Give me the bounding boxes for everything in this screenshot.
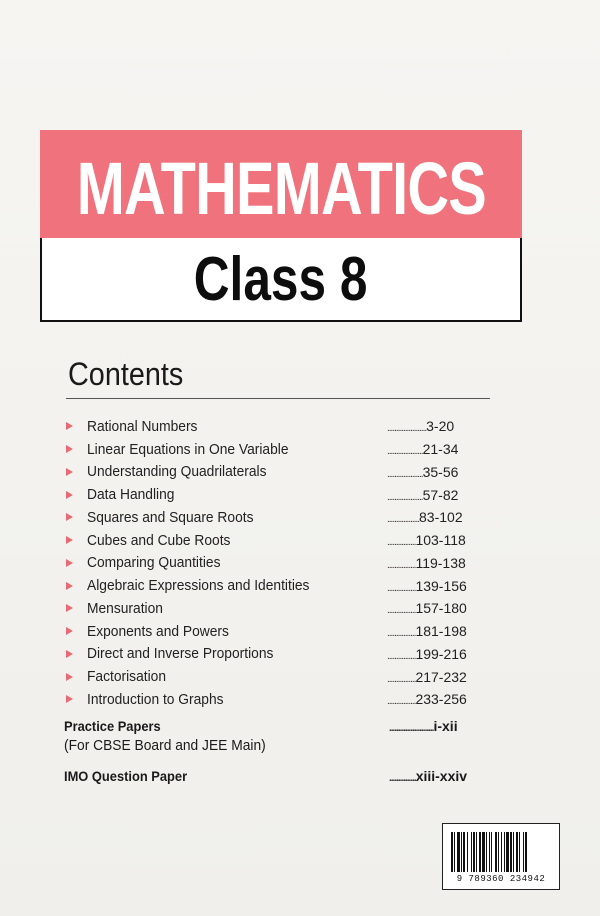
practice-papers-subtitle: (For CBSE Board and JEE Main) — [64, 737, 266, 754]
triangle-bullet-icon — [66, 604, 73, 612]
barcode-bar — [471, 832, 472, 872]
barcode-bar — [461, 832, 462, 872]
toc-item-title: Squares and Square Roots — [87, 508, 254, 526]
toc-item — [62, 506, 502, 529]
barcode-bar — [482, 832, 485, 872]
barcode-bars — [451, 832, 551, 872]
practice-papers-title: Practice Papers — [64, 718, 161, 734]
barcode-bar — [463, 832, 465, 872]
barcode-bar — [454, 832, 455, 872]
barcode-bar — [473, 832, 475, 872]
toc-item — [62, 461, 502, 484]
toc-item-pages: ..................83-102 — [387, 509, 463, 526]
barcode-bar — [476, 832, 477, 872]
barcode-bar — [510, 832, 512, 872]
toc-item — [62, 665, 502, 688]
contents-heading: Contents — [68, 356, 184, 392]
toc-item-pages: ................217-232 — [387, 668, 467, 685]
toc-item-pages: ....................21-34 — [387, 441, 459, 458]
barcode-bar — [519, 832, 520, 872]
barcode-bar — [523, 832, 524, 872]
toc-item — [62, 574, 502, 597]
barcode-number: 9 789360 234942 — [456, 874, 546, 884]
toc-item-title: Direct and Inverse Proportions — [87, 645, 274, 663]
toc-item-title: Cubes and Cube Roots — [87, 531, 231, 549]
barcode-bar — [516, 832, 518, 872]
triangle-bullet-icon — [66, 627, 73, 635]
toc-item-title: Exponents and Powers — [87, 622, 229, 640]
toc-item — [62, 483, 502, 506]
barcode-bar — [491, 832, 492, 872]
title-band — [40, 130, 522, 238]
toc-item — [62, 643, 502, 666]
toc-item-title: Comparing Quantities — [87, 554, 221, 572]
triangle-bullet-icon — [66, 536, 73, 544]
toc-item-title: Rational Numbers — [87, 417, 198, 435]
toc-item-title: Understanding Quadrilaterals — [87, 463, 267, 481]
toc-item-title: Mensuration — [87, 599, 163, 617]
toc-item-title: Algebraic Expressions and Identities — [87, 577, 310, 595]
contents-divider — [66, 398, 490, 399]
barcode-bar — [467, 832, 468, 872]
toc-item — [62, 620, 502, 643]
toc-item-pages: ................119-138 — [387, 554, 466, 571]
barcode-bar — [486, 832, 487, 872]
toc-item — [62, 688, 502, 711]
toc-item-pages: ................233-256 — [387, 691, 467, 708]
barcode-bar — [489, 832, 490, 872]
barcode-bar — [495, 832, 497, 872]
triangle-bullet-icon — [66, 513, 73, 521]
barcode-bar — [451, 832, 453, 872]
toc-item — [62, 529, 502, 552]
triangle-bullet-icon — [66, 445, 73, 453]
subject-title: MATHEMATICS — [76, 146, 486, 230]
toc-item-pages: ....................57-82 — [387, 486, 459, 503]
toc-item — [62, 552, 502, 575]
imo-paper-title: IMO Question Paper — [64, 768, 188, 784]
toc-item-title: Introduction to Graphs — [87, 690, 224, 708]
barcode-bar — [501, 832, 502, 872]
triangle-bullet-icon — [66, 650, 73, 658]
toc-item-pages: ................103-118 — [387, 532, 466, 549]
imo-paper-pages: ...............xiii-xxiv — [389, 768, 468, 784]
triangle-bullet-icon — [66, 422, 73, 430]
toc-item-pages: ................157-180 — [387, 600, 467, 617]
practice-papers-entry — [64, 718, 504, 754]
toc-item-title: Data Handling — [87, 486, 175, 504]
toc-item — [62, 415, 502, 438]
toc-item — [62, 597, 502, 620]
toc-item-title: Factorisation — [87, 668, 167, 686]
barcode-bar — [457, 832, 460, 872]
triangle-bullet-icon — [66, 695, 73, 703]
toc-item-pages: ................181-198 — [387, 623, 467, 640]
practice-papers-pages: .........................i-xii — [389, 718, 458, 734]
triangle-bullet-icon — [66, 468, 73, 476]
barcode-bar — [513, 832, 514, 872]
table-of-contents — [62, 415, 502, 711]
triangle-bullet-icon — [66, 673, 73, 681]
imo-paper-entry — [64, 768, 504, 784]
toc-item-title: Linear Equations in One Variable — [87, 440, 289, 458]
triangle-bullet-icon — [66, 491, 73, 499]
barcode-bar — [504, 832, 505, 872]
toc-item-pages: ....................35-56 — [387, 463, 459, 480]
triangle-bullet-icon — [66, 582, 73, 590]
barcode — [442, 823, 560, 890]
barcode-bar — [479, 832, 481, 872]
barcode-bar — [506, 832, 509, 872]
toc-item — [62, 438, 502, 461]
barcode-bar — [498, 832, 499, 872]
class-box — [40, 238, 522, 322]
triangle-bullet-icon — [66, 559, 73, 567]
toc-item-pages: ......................3-20 — [387, 418, 455, 435]
toc-item-pages: ................139-156 — [387, 577, 467, 594]
toc-item-pages: ................199-216 — [387, 645, 467, 662]
barcode-bar — [525, 832, 527, 872]
class-label: Class 8 — [194, 244, 368, 314]
